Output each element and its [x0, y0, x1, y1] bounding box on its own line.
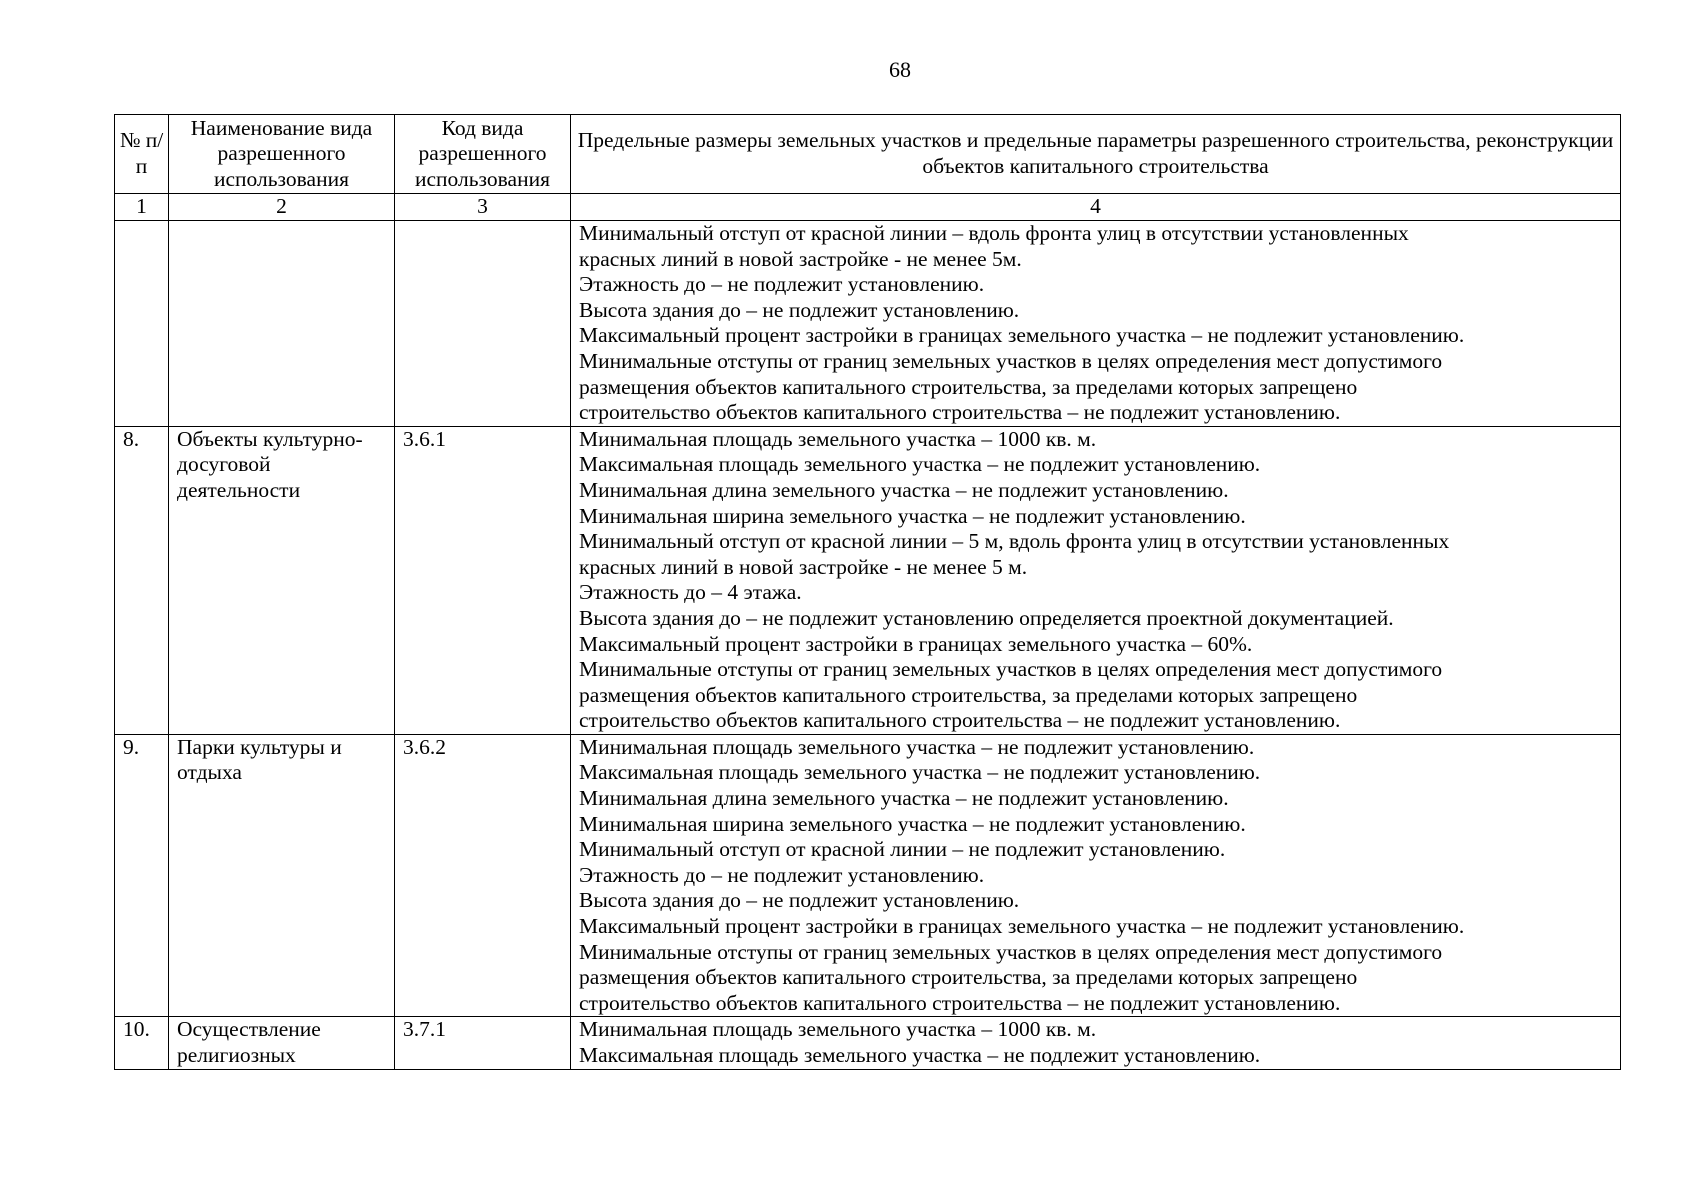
parameter-line: Высота здания до – не подлежит установлению. [579, 888, 1020, 913]
header-params: Предельные размеры земельных участков и предельные параметры разрешенного строительства, реконструкции объектов капитального строительства [571, 115, 1621, 194]
row-number: 8. [115, 426, 169, 734]
usage-type-name: Объекты культурно-досуговой деятельности [169, 426, 395, 734]
column-number: 1 [115, 194, 169, 221]
parameter-line: Минимальная ширина земельного участка – не подлежит установлению. [579, 503, 1246, 528]
parameter-line: Высота здания до – не подлежит установлению. [579, 297, 1020, 322]
parameter-line: строительство объектов капитального строительства – не подлежит установлению. [579, 990, 1341, 1015]
parameters-cell [571, 221, 1621, 427]
parameter-line: Минимальная длина земельного участка – не подлежит установлению. [579, 786, 1229, 811]
table-row [115, 1017, 1621, 1069]
parameter-line: Минимальная ширина земельного участка – не подлежит установлению. [579, 811, 1246, 836]
page-number: 68 [889, 57, 911, 82]
usage-type-code [395, 221, 571, 427]
header-num: № п/п [115, 115, 169, 194]
parameter-line: Минимальная длина земельного участка – не подлежит установлению. [579, 477, 1229, 502]
parameter-line: Максимальный процент застройки в границах земельного участка – не подлежит установлению. [579, 323, 1465, 348]
parameter-line: Минимальная площадь земельного участка – 1000 кв. м. [579, 426, 1097, 451]
table-row [115, 221, 1621, 427]
parameter-line: красных линий в новой застройке - не менее 5м. [579, 246, 1022, 271]
table-row [115, 734, 1621, 1017]
parameters-table [114, 114, 1621, 1070]
usage-type-name: Осуществление религиозных [169, 1017, 395, 1069]
parameter-line: Минимальный отступ от красной линии – не подлежит установлению. [579, 837, 1226, 862]
parameters-cell [571, 734, 1621, 1017]
row-number: 9. [115, 734, 169, 1017]
row-number: 10. [115, 1017, 169, 1069]
parameter-line: Максимальный процент застройки в границах земельного участка – не подлежит установлению. [579, 914, 1465, 939]
table-header-row [115, 115, 1621, 194]
parameter-line: Максимальный процент застройки в границах земельного участка – 60%. [579, 631, 1253, 656]
column-number-row [115, 194, 1621, 221]
parameters-cell [571, 1017, 1621, 1069]
parameter-line: Минимальный отступ от красной линии – вдоль фронта улиц в отсутствии установленных [579, 221, 1409, 245]
parameter-line: Минимальные отступы от границ земельных участков в целях определения мест допустимого [579, 657, 1443, 682]
column-number: 2 [169, 194, 395, 221]
column-number: 4 [571, 194, 1621, 221]
usage-type-name [169, 221, 395, 427]
parameter-line: Высота здания до – не подлежит установлению определяется проектной документацией. [579, 605, 1394, 630]
parameter-line: Этажность до – 4 этажа. [579, 580, 802, 605]
parameter-line: размещения объектов капитального строительства, за пределами которых запрещено [579, 965, 1358, 990]
header-name: Наименование вида разрешенного использования [169, 115, 395, 194]
table-row [115, 426, 1621, 734]
usage-type-code: 3.7.1 [395, 1017, 571, 1069]
usage-type-code: 3.6.2 [395, 734, 571, 1017]
parameter-line: Этажность до – не подлежит установлению. [579, 272, 985, 297]
header-code: Код вида разрешенного использования [395, 115, 571, 194]
parameter-line: Этажность до – не подлежит установлению. [579, 862, 985, 887]
column-number: 3 [395, 194, 571, 221]
parameter-line: Минимальный отступ от красной линии – 5 м, вдоль фронта улиц в отсутствии установленных [579, 529, 1450, 554]
usage-type-code: 3.6.1 [395, 426, 571, 734]
parameters-cell [571, 426, 1621, 734]
parameter-line: красных линий в новой застройке - не менее 5 м. [579, 554, 1028, 579]
parameter-line: размещения объектов капитального строительства, за пределами которых запрещено [579, 374, 1358, 399]
parameter-line: Минимальные отступы от границ земельных участков в целях определения мест допустимого [579, 348, 1443, 373]
parameter-line: размещения объектов капитального строительства, за пределами которых запрещено [579, 682, 1358, 707]
table-body [115, 221, 1621, 1070]
usage-type-name: Парки культуры и отдыха [169, 734, 395, 1017]
parameter-line: Минимальная площадь земельного участка – не подлежит установлению. [579, 734, 1255, 759]
parameter-line: Минимальные отступы от границ земельных участков в целях определения мест допустимого [579, 939, 1443, 964]
parameter-line: Максимальная площадь земельного участка – не подлежит установлению. [579, 760, 1261, 785]
parameter-line: строительство объектов капитального строительства – не подлежит установлению. [579, 400, 1341, 425]
parameter-line: Максимальная площадь земельного участка – не подлежит установлению. [579, 1043, 1261, 1067]
row-number [115, 221, 169, 427]
parameter-line: Минимальная площадь земельного участка – 1000 кв. м. [579, 1017, 1097, 1042]
parameter-line: Максимальная площадь земельного участка – не подлежит установлению. [579, 452, 1261, 477]
parameter-line: строительство объектов капитального строительства – не подлежит установлению. [579, 708, 1341, 733]
